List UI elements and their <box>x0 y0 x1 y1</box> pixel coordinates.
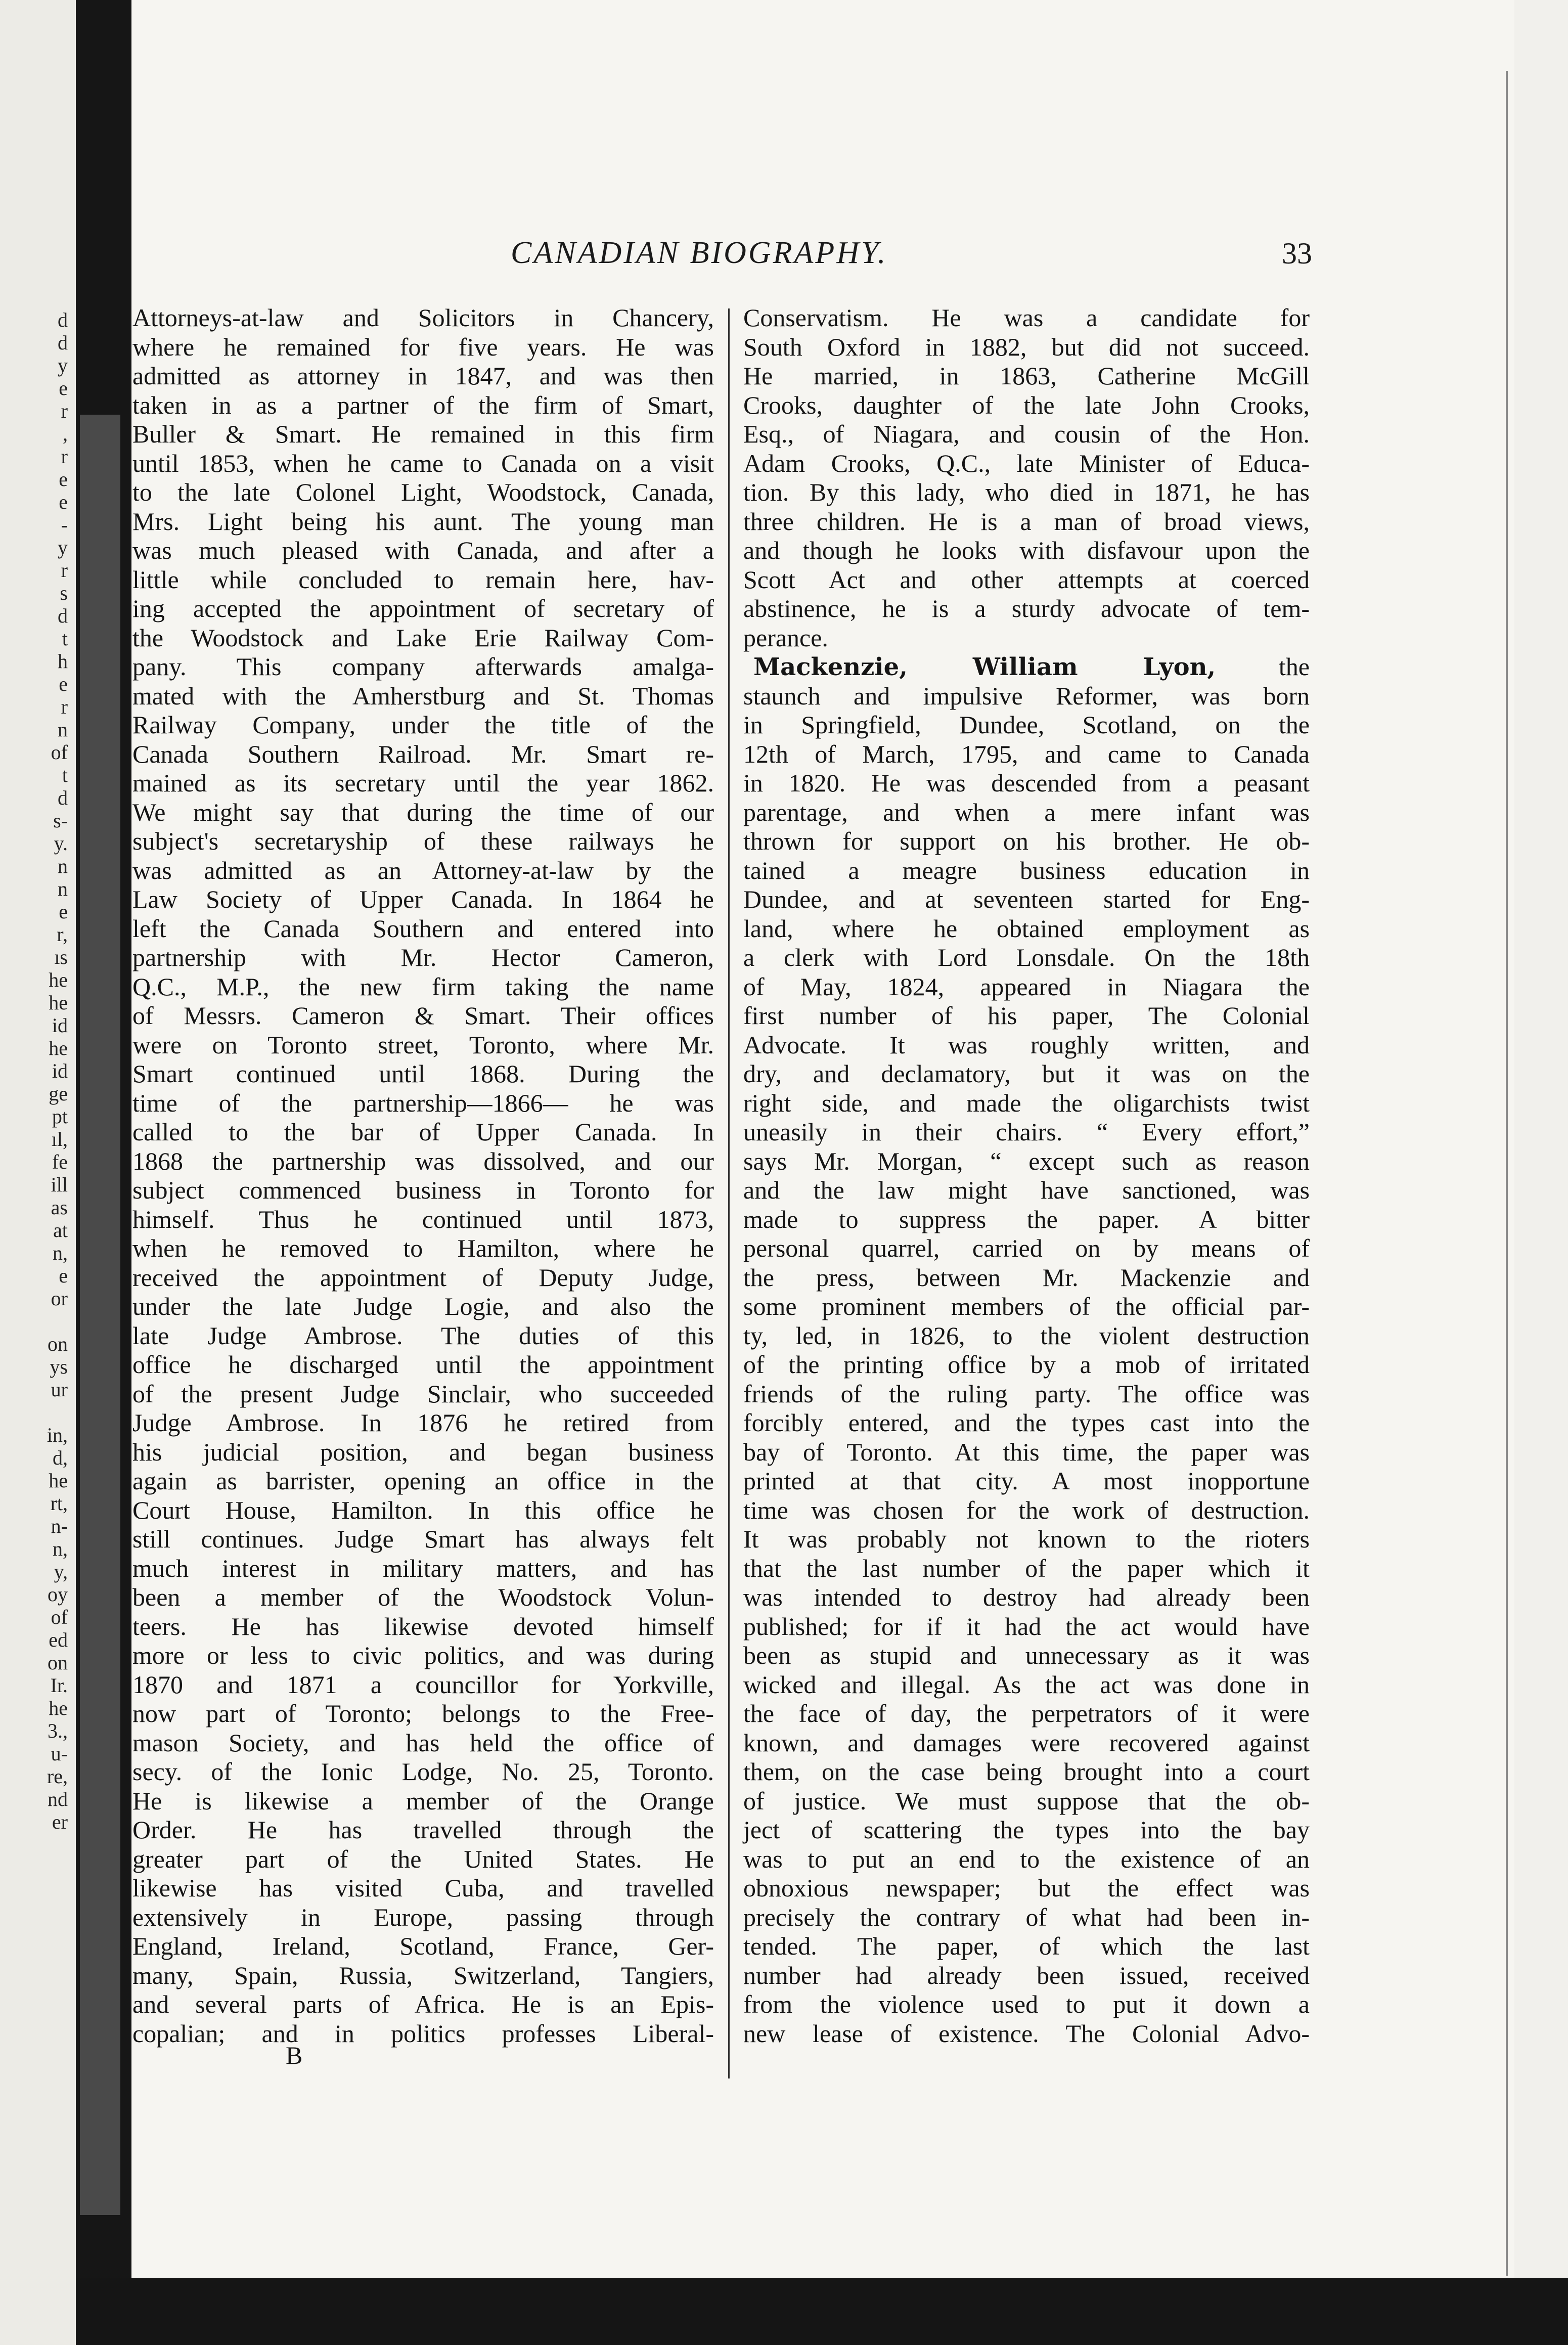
text-line: bay of Toronto. At this time, the paper was <box>743 1437 1310 1466</box>
left-text-column <box>132 303 714 2048</box>
margin-letter: at <box>53 1219 68 1242</box>
margin-letter: d <box>58 786 68 809</box>
text-line: subject commenced business in Toronto for <box>132 1176 714 1204</box>
margin-letter: ed <box>49 1628 68 1651</box>
text-line: of May, 1824, appeared in Niagara the <box>743 972 1310 1001</box>
margin-letter: - <box>61 513 68 536</box>
text-line: that the last number of the paper which it <box>743 1554 1310 1582</box>
margin-letter: n, <box>53 1537 68 1560</box>
text-line: three children. He is a man of broad views, <box>743 507 1310 536</box>
text-line: land, where he obtained employment as <box>743 914 1310 943</box>
margin-letter: rt, <box>50 1492 68 1515</box>
text-line: Conservatism. He was a candidate for <box>743 303 1310 332</box>
text-line: now part of Toronto; belongs to the Free- <box>132 1699 714 1728</box>
margin-letter: e <box>59 377 68 400</box>
text-line: the press, between Mr. Mackenzie and <box>743 1263 1310 1292</box>
text-line: was much pleased with Canada, and after a <box>132 536 714 564</box>
text-line: Adam Crooks, Q.C., late Minister of Educa- <box>743 449 1310 477</box>
text-line: and the law might have sanctioned, was <box>743 1176 1310 1204</box>
margin-letter: e <box>59 1264 68 1287</box>
margin-letter: er <box>52 1810 68 1833</box>
text-line: Court House, Hamilton. In this office he <box>132 1495 714 1524</box>
margin-letter: he <box>49 1697 68 1719</box>
margin-letter: r <box>61 445 68 468</box>
text-line: some prominent members of the official par- <box>743 1292 1310 1320</box>
text-line: tained a meagre business education in <box>743 856 1310 884</box>
page-number: 33 <box>1282 237 1312 270</box>
margin-letter: y, <box>54 1560 68 1583</box>
text-line: left the Canada Southern and entered into <box>132 914 714 943</box>
text-line: printed at that city. A most inopportune <box>743 1467 1310 1495</box>
text-line: greater part of the United States. He <box>132 1844 714 1873</box>
margin-letter: ys <box>50 1355 68 1378</box>
text-line: were on Toronto street, Toronto, where Mr. <box>132 1030 714 1059</box>
bottom-scan-band <box>76 2278 1568 2345</box>
margin-letter: as <box>51 1196 68 1219</box>
text-line: them, on the case being brought into a court <box>743 1757 1310 1786</box>
margin-letter: e <box>59 491 68 513</box>
margin-letter: oy <box>48 1583 68 1606</box>
right-edge-rule <box>1506 71 1508 2276</box>
text-line: tion. By this lady, who died in 1871, he has <box>743 478 1310 506</box>
margin-letter: , <box>63 422 68 445</box>
text-line: South Oxford in 1882, but did not succeed. <box>743 332 1310 361</box>
margin-letter: ur <box>51 1378 68 1401</box>
running-head: CANADIAN BIOGRAPHY. <box>511 236 888 270</box>
text-line: precisely the contrary of what had been in- <box>743 1902 1310 1931</box>
margin-letter: d <box>58 604 68 627</box>
text-line: says Mr. Morgan, “ except such as reason <box>743 1146 1310 1175</box>
text-line: obnoxious newspaper; but the effect was <box>743 1874 1310 1902</box>
margin-letter: he <box>49 991 68 1014</box>
margin-letter: on <box>48 1333 68 1355</box>
text-line: when he removed to Hamilton, where he <box>132 1234 714 1262</box>
margin-letter: on <box>48 1651 68 1674</box>
text-line: wicked and illegal. As the act was done in <box>743 1670 1310 1699</box>
margin-letter: d <box>58 331 68 354</box>
text-line: more or less to civic politics, and was during <box>132 1641 714 1669</box>
margin-letter: d <box>58 308 68 331</box>
text-line: Scott Act and other attempts at coerced <box>743 565 1310 594</box>
margin-letter: in, <box>47 1424 68 1446</box>
text-line: ject of scattering the types into the bay <box>743 1816 1310 1844</box>
text-line: still continues. Judge Smart has always felt <box>132 1525 714 1553</box>
text-line: admitted as attorney in 1847, and was then <box>132 362 714 390</box>
text-line: the face of day, the perpetrators of it were <box>743 1699 1310 1728</box>
text-line: of Messrs. Cameron & Smart. Their offices <box>132 1001 714 1030</box>
margin-letter: fe <box>52 1151 68 1173</box>
text-line: in 1820. He was descended from a peasant <box>743 769 1310 797</box>
text-line: ty, led, in 1826, to the violent destruction <box>743 1321 1310 1350</box>
text-line: staunch and impulsive Reformer, was born <box>743 681 1310 710</box>
margin-letter: he <box>49 1469 68 1492</box>
margin-letter: y. <box>54 832 68 855</box>
text-line: dry, and declamatory, but it was on the <box>743 1059 1310 1088</box>
text-line: new lease of existence. The Colonial Advo- <box>743 2019 1310 2048</box>
text-line: was to put an end to the existence of an <box>743 1844 1310 1873</box>
text-line: mained as its secretary until the year 1862. <box>132 769 714 797</box>
text-line: He is likewise a member of the Orange <box>132 1786 714 1815</box>
text-line: time was chosen for the work of destruction. <box>743 1495 1310 1524</box>
text-line: of the printing office by a mob of irritated <box>743 1350 1310 1379</box>
text-line: Q.C., M.P., the new firm taking the name <box>132 972 714 1001</box>
margin-letter: u- <box>51 1742 68 1765</box>
margin-letter: pt <box>52 1105 68 1128</box>
margin-letter: d, <box>53 1446 68 1469</box>
margin-letter: y <box>58 536 68 559</box>
margin-letter: r <box>61 400 68 422</box>
margin-letter: he <box>49 968 68 991</box>
margin-letter: r <box>61 695 68 718</box>
text-line: his judicial position, and began business <box>132 1437 714 1466</box>
right-page-edge <box>1514 0 1568 2345</box>
text-line: little while concluded to remain here, hav- <box>132 565 714 594</box>
text-line: time of the partnership—1866— he was <box>132 1088 714 1117</box>
facing-page-letters <box>7 308 68 1833</box>
text-line: It was probably not known to the rioters <box>743 1525 1310 1553</box>
text-line: 1870 and 1871 a councillor for Yorkville, <box>132 1670 714 1699</box>
text-line: Attorneys-at-law and Solicitors in Chancery, <box>132 303 714 332</box>
margin-letter: y <box>58 354 68 377</box>
margin-letter: of <box>51 741 68 764</box>
text-line: forcibly entered, and the types cast into the <box>743 1408 1310 1437</box>
text-line: uneasily in their chairs. “ Every effort,” <box>743 1118 1310 1146</box>
margin-letter: r <box>61 559 68 582</box>
text-line: published; for if it had the act would have <box>743 1612 1310 1641</box>
margin-letter: he <box>49 1037 68 1059</box>
text-line: subject's secretaryship of these railways he <box>132 827 714 855</box>
margin-letter: e <box>59 673 68 695</box>
text-line: teers. He has likewise devoted himself <box>132 1612 714 1641</box>
margin-letter: s- <box>53 809 68 832</box>
margin-letter <box>7 1310 68 1333</box>
text-line: Railway Company, under the title of the <box>132 711 714 739</box>
margin-letter: re, <box>47 1765 68 1788</box>
entry-name-continuation: the <box>1216 652 1310 681</box>
text-line: ing accepted the appointment of secretary of <box>132 594 714 623</box>
margin-letter: e <box>59 900 68 923</box>
text-line: England, Ireland, Scotland, France, Ger- <box>132 1932 714 1960</box>
text-line: tended. The paper, of which the last <box>743 1932 1310 1960</box>
margin-letter <box>7 1401 68 1424</box>
column-divider <box>728 308 730 2078</box>
text-line: pany. This company afterwards amalga- <box>132 652 714 681</box>
text-line: number had already been issued, received <box>743 1961 1310 1989</box>
text-line: of justice. We must suppose that the ob- <box>743 1786 1310 1815</box>
right-text-column <box>743 303 1310 2048</box>
margin-letter: nd <box>48 1788 68 1810</box>
text-line: a clerk with Lord Lonsdale. On the 18th <box>743 943 1310 971</box>
text-line: first number of his paper, The Colonial <box>743 1001 1310 1030</box>
text-line: parentage, and when a mere infant was <box>743 798 1310 826</box>
text-line: been as stupid and unnecessary as it was <box>743 1641 1310 1669</box>
text-line: was admitted as an Attorney-at-law by the <box>132 856 714 884</box>
text-line: the Woodstock and Lake Erie Railway Com- <box>132 623 714 652</box>
margin-letter: Ir. <box>50 1674 68 1697</box>
text-line: himself. Thus he continued until 1873, <box>132 1205 714 1233</box>
text-line: much interest in military matters, and has <box>132 1554 714 1582</box>
text-line: was intended to destroy had already been <box>743 1583 1310 1611</box>
text-line: until 1853, when he came to Canada on a visit <box>132 449 714 477</box>
text-line: Canada Southern Railroad. Mr. Smart re- <box>132 739 714 768</box>
text-line: perance. <box>743 623 828 652</box>
text-line: office he discharged until the appointment <box>132 1350 714 1379</box>
text-line: been a member of the Woodstock Volun- <box>132 1583 714 1611</box>
text-line: likewise has visited Cuba, and travelled <box>132 1874 714 1902</box>
margin-letter: t <box>62 764 68 786</box>
margin-letter: e <box>59 468 68 491</box>
text-line: mason Society, and has held the office of <box>132 1728 714 1757</box>
text-line: right side, and made the oligarchists twist <box>743 1088 1310 1117</box>
text-line: extensively in Europe, passing through <box>132 1902 714 1931</box>
margin-letter: ge <box>49 1082 68 1105</box>
text-line: under the late Judge Logie, and also the <box>132 1292 714 1320</box>
text-line: taken in as a partner of the firm of Smart, <box>132 390 714 419</box>
text-line: abstinence, he is a sturdy advocate of tem- <box>743 594 1310 623</box>
margin-letter: n <box>58 855 68 877</box>
facing-page-margin <box>0 0 76 2345</box>
text-line: He married, in 1863, Catherine McGill <box>743 362 1310 390</box>
text-line: Advocate. It was roughly written, and <box>743 1030 1310 1059</box>
text-line: many, Spain, Russia, Switzerland, Tangiers, <box>132 1961 714 1989</box>
text-line: secy. of the Ionic Lodge, No. 25, Toronto. <box>132 1757 714 1786</box>
text-line: Buller & Smart. He remained in this firm <box>132 420 714 448</box>
margin-letter: ıs <box>54 946 68 968</box>
text-line: Law Society of Upper Canada. In 1864 he <box>132 885 714 913</box>
text-line: copalian; and in politics professes Liberal- <box>132 2019 714 2048</box>
signature-mark: B <box>286 2041 303 2069</box>
margin-letter: id <box>52 1014 68 1037</box>
text-line: Judge Ambrose. In 1876 he retired from <box>132 1408 714 1437</box>
margin-letter: s <box>60 582 68 604</box>
text-line: from the violence used to put it down a <box>743 1990 1310 2018</box>
margin-letter: t <box>62 627 68 650</box>
text-line: known, and damages were recovered against <box>743 1728 1310 1757</box>
text-line: Mrs. Light being his aunt. The young man <box>132 507 714 536</box>
margin-letter: n <box>58 718 68 741</box>
margin-letter: h <box>58 650 68 673</box>
text-line: to the late Colonel Light, Woodstock, Canada, <box>132 478 714 506</box>
text-line: mated with the Amherstburg and St. Thomas <box>132 681 714 710</box>
margin-letter: n, <box>53 1242 68 1264</box>
text-line: friends of the ruling party. The office was <box>743 1379 1310 1408</box>
text-line: where he remained for five years. He was <box>132 332 714 361</box>
text-line: and several parts of Africa. He is an Epis- <box>132 1990 714 2018</box>
text-line: Dundee, and at seventeen started for Eng- <box>743 885 1310 913</box>
text-line: 1868 the partnership was dissolved, and our <box>132 1146 714 1175</box>
text-line: and though he looks with disfavour upon the <box>743 536 1310 564</box>
text-line: 12th of March, 1795, and came to Canada <box>743 739 1310 768</box>
margin-letter: or <box>51 1287 68 1310</box>
margin-letter: n- <box>51 1515 68 1537</box>
text-line: received the appointment of Deputy Judge, <box>132 1263 714 1292</box>
text-line: Smart continued until 1868. During the <box>132 1059 714 1088</box>
text-line: Crooks, daughter of the late John Crooks, <box>743 390 1310 419</box>
margin-letter: of <box>51 1606 68 1628</box>
text-line: in Springfield, Dundee, Scotland, on the <box>743 711 1310 739</box>
entry-name: Mackenzie, William Lyon, <box>753 653 1216 681</box>
margin-letter: r, <box>57 923 68 946</box>
binding-gutter <box>80 415 120 2215</box>
margin-letter: ill <box>51 1173 68 1196</box>
text-line: made to suppress the paper. A bitter <box>743 1205 1310 1233</box>
text-line: called to the bar of Upper Canada. In <box>132 1118 714 1146</box>
text-line: Order. He has travelled through the <box>132 1816 714 1844</box>
text-line: thrown for support on his brother. He ob- <box>743 827 1310 855</box>
margin-letter: n <box>58 877 68 900</box>
margin-letter: 3., <box>48 1719 68 1742</box>
text-line: personal quarrel, carried on by means of <box>743 1234 1310 1262</box>
text-line: We might say that during the time of our <box>132 798 714 826</box>
entry-heading-line <box>743 652 1310 682</box>
margin-letter: id <box>52 1059 68 1082</box>
margin-letter: ıl, <box>51 1128 68 1151</box>
text-line: again as barrister, opening an office in the <box>132 1467 714 1495</box>
text-line: Esq., of Niagara, and cousin of the Hon. <box>743 420 1310 448</box>
text-line: of the present Judge Sinclair, who succeeded <box>132 1379 714 1408</box>
text-line: late Judge Ambrose. The duties of this <box>132 1321 714 1350</box>
text-line: partnership with Mr. Hector Cameron, <box>132 943 714 971</box>
